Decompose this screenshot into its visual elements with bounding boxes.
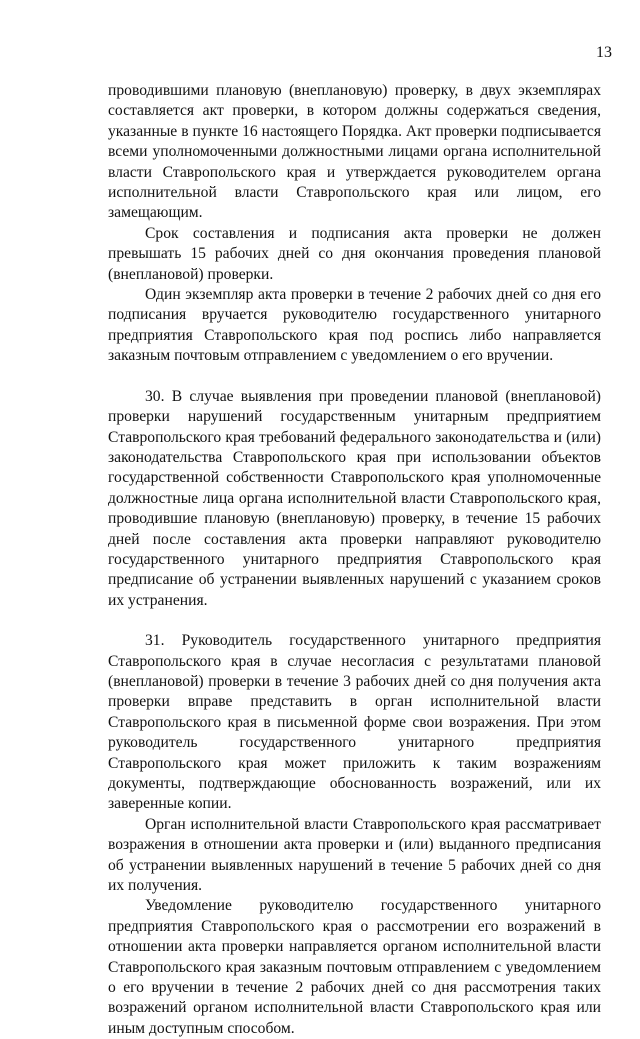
paragraph-gap (108, 367, 601, 387)
document-body (108, 81, 601, 1039)
page-number: 13 (596, 44, 612, 61)
paragraph-gap (108, 611, 601, 631)
paragraph-item-30: 30. В случае выявления при проведении плановой (внеплановой) проверки нарушений государственным унитарным предприятием Ставропольского края требований федерального законодательства и (или) законодательства Ставропольского края при использовании объектов государственной собственности Ставропольского края уполномоченные должностные лица органа исполнительной власти Ставропольского края, проводившие плановую (внеплановую) проверку, в течение 15 рабочих дней после составления акта проверки направляют руководителю государственного унитарного предприятия Ставропольского края предписание об устранении выявленных нарушений с указанием сроков их устранения. (108, 387, 601, 609)
paragraph-review: Орган исполнительной власти Ставропольского края рассматривает возражения в отношении акта проверки и (или) выданного предписания об устранении выявленных нарушений в течение 5 рабочих дней со дня их получения. (108, 815, 601, 895)
paragraph-delivery: Один экземпляр акта проверки в течение 2 рабочих дней со дня его подписания вручается руководителю государственного унитарного предприятия Ставропольского края под роспись либо направляется заказным почтовым отправлением с уведомлением о его вручении. (108, 286, 601, 365)
paragraph-continuation: проводившими плановую (внеплановую) проверку, в двух экземплярах составляется акт проверки, в котором должны содержаться сведения, указанные в пункте 16 настоящего Порядка. Акт проверки подписывается всеми уполномоченными должностными лицами органа исполнительной власти Ставропольского края и утверждается руководителем органа исполнительной власти Ставропольского края или лицом, его замещающим. (108, 82, 601, 222)
paragraph-item-31: 31. Руководитель государственного унитарного предприятия Ставропольского края в случае несогласия с результатами плановой (внеплановой) проверки в течение 3 рабочих дней со дня получения акта проверки вправе представить в орган исполнительной власти Ставропольского края в письменной форме свои возражения. При этом руководитель государственного унитарного предприятия Ставропольского края может приложить к таким возражениям документы, подтверждающие обоснованность возражений, или их заверенные копии. (108, 632, 601, 813)
paragraph-notification: Уведомление руководителю государственного унитарного предприятия Ставропольского края о рассмотрении его возражений в отношении акта проверки направляется органом исполнительной власти Ставропольского края заказным почтовым отправлением с уведомлением о его вручении в течение 2 рабочих дней со дня рассмотрения таких возражений органом исполнительной власти Ставропольского края или иным доступным способом. (108, 897, 601, 1037)
paragraph-deadline: Срок составления и подписания акта проверки не должен превышать 15 рабочих дней со дня окончания проведения плановой (внеплановой) проверки. (108, 224, 601, 283)
